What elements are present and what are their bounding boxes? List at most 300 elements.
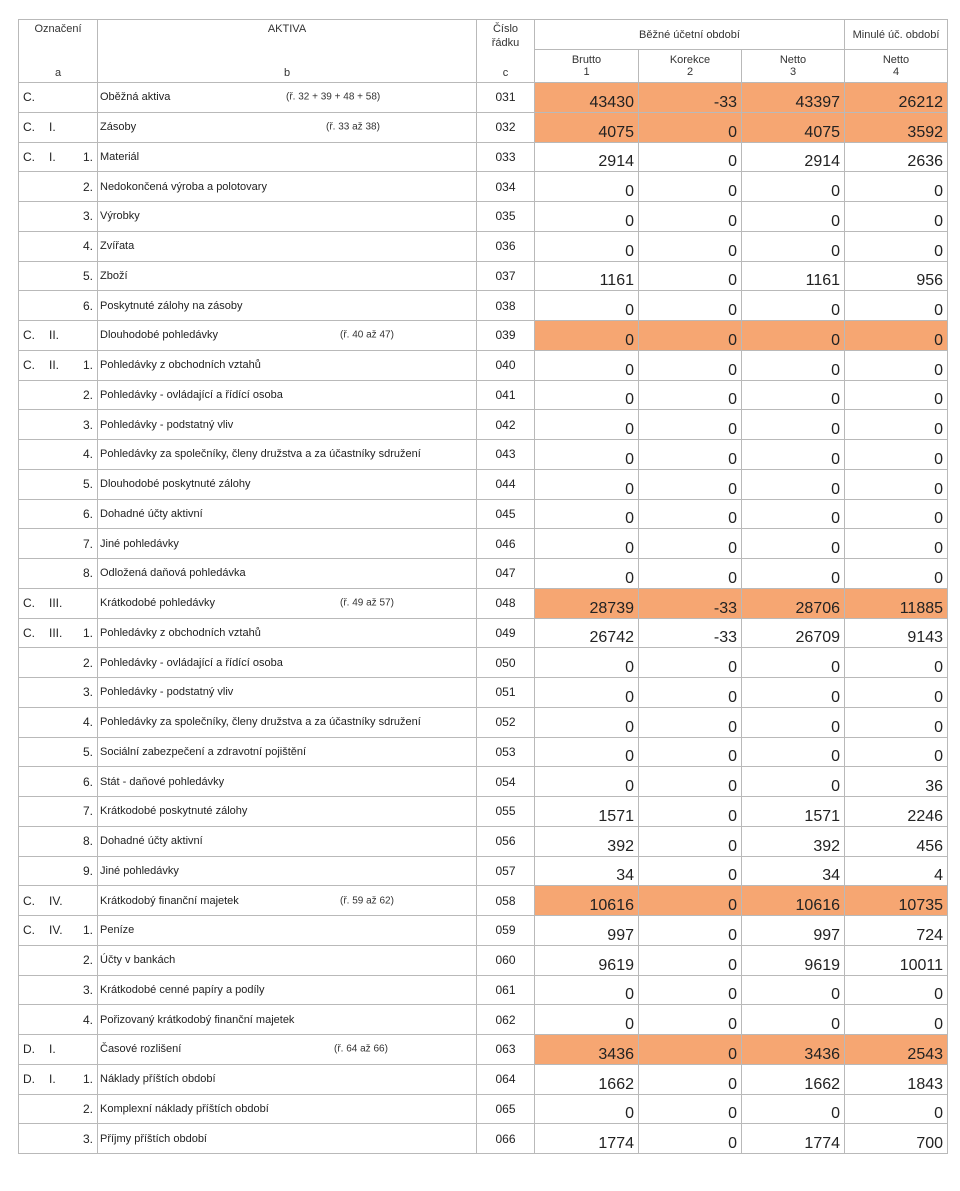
designation-item-number: 4. (82, 447, 93, 462)
header-aktiva-sub: b (283, 67, 291, 79)
row-designation (19, 975, 98, 1005)
row-line-number: 042 (477, 410, 535, 440)
value-brutto: 0 (535, 410, 639, 440)
value-korekce: 0 (639, 1124, 742, 1154)
header-row-top (19, 20, 948, 50)
row-label: Peníze (100, 924, 135, 937)
row-label-cell (98, 588, 477, 618)
header-col-korekce (639, 50, 742, 83)
value-netto-previous: 0 (845, 975, 948, 1005)
value-brutto: 34 (535, 856, 639, 886)
designation-letter: D. (23, 1072, 35, 1087)
value-korekce: 0 (639, 291, 742, 321)
header-radku-label: řádku (491, 37, 520, 49)
row-designation (19, 767, 98, 797)
row-label-cell (98, 350, 477, 380)
row-line-number: 041 (477, 380, 535, 410)
row-label-cell (98, 1005, 477, 1035)
row-line-number: 033 (477, 142, 535, 172)
table-row (19, 469, 948, 499)
value-brutto: 0 (535, 321, 639, 351)
value-korekce: 0 (639, 945, 742, 975)
balance-sheet-table (18, 19, 948, 1154)
value-netto-previous: 10735 (845, 886, 948, 916)
value-brutto: 0 (535, 202, 639, 232)
value-netto: 0 (742, 648, 845, 678)
value-korekce: -33 (639, 83, 742, 113)
row-label-cell (98, 737, 477, 767)
row-label: Pohledávky - podstatný vliv (100, 418, 234, 431)
table-row (19, 588, 948, 618)
header-bezne-obdobi: Běžné účetní období (535, 20, 845, 50)
value-netto: 1161 (742, 261, 845, 291)
value-netto-previous: 0 (845, 559, 948, 589)
value-netto: 0 (742, 529, 845, 559)
value-brutto: 0 (535, 1005, 639, 1035)
row-line-number: 055 (477, 797, 535, 827)
value-netto-previous: 956 (845, 261, 948, 291)
row-label-cell (98, 291, 477, 321)
value-korekce: 0 (639, 797, 742, 827)
row-line-number: 051 (477, 678, 535, 708)
value-korekce: 0 (639, 231, 742, 261)
row-label: Pohledávky za společníky, členy družstva a za účastníky sdružení (100, 716, 421, 729)
row-label-cell (98, 529, 477, 559)
row-label-cell (98, 618, 477, 648)
row-label-cell (98, 469, 477, 499)
header-aktiva-label: AKTIVA (267, 23, 307, 35)
table-row (19, 380, 948, 410)
designation-item-number: 4. (82, 239, 93, 254)
row-line-number: 040 (477, 350, 535, 380)
row-designation (19, 112, 98, 142)
table-row (19, 975, 948, 1005)
header-cislo-label: Číslo (492, 23, 519, 35)
value-netto-previous: 0 (845, 529, 948, 559)
designation-roman: I. (49, 1042, 56, 1057)
value-korekce: -33 (639, 618, 742, 648)
row-label-cell (98, 112, 477, 142)
row-label: Pohledávky z obchodních vztahů (100, 359, 261, 372)
value-netto: 0 (742, 231, 845, 261)
header-cislo-radku (477, 20, 535, 83)
row-line-number: 053 (477, 737, 535, 767)
row-label: Zvířata (100, 240, 135, 253)
value-netto-previous: 1843 (845, 1064, 948, 1094)
value-netto: 0 (742, 469, 845, 499)
row-line-number: 044 (477, 469, 535, 499)
header-col-number: 3 (789, 66, 797, 79)
table-row (19, 1005, 948, 1035)
designation-item-number: 1. (82, 625, 93, 640)
table-row (19, 142, 948, 172)
row-designation (19, 856, 98, 886)
value-netto-previous: 0 (845, 202, 948, 232)
row-label-cell (98, 1035, 477, 1065)
value-netto: 28706 (742, 588, 845, 618)
row-label: Výrobky (100, 210, 140, 223)
value-korekce: 0 (639, 559, 742, 589)
value-korekce: 0 (639, 529, 742, 559)
table-row (19, 291, 948, 321)
table-row (19, 559, 948, 589)
row-label-cell (98, 1124, 477, 1154)
value-brutto: 1774 (535, 1124, 639, 1154)
row-label-cell (98, 975, 477, 1005)
value-netto: 997 (742, 916, 845, 946)
value-netto: 1662 (742, 1064, 845, 1094)
row-line-number: 061 (477, 975, 535, 1005)
value-netto: 2914 (742, 142, 845, 172)
row-label-cell (98, 83, 477, 113)
designation-item-number: 5. (82, 477, 93, 492)
row-label: Pohledávky z obchodních vztahů (100, 626, 261, 639)
value-netto: 26709 (742, 618, 845, 648)
value-netto-previous: 9143 (845, 618, 948, 648)
row-label: Krátkodobý finanční majetek (100, 894, 239, 907)
value-korekce: 0 (639, 975, 742, 1005)
value-netto-previous: 0 (845, 1094, 948, 1124)
value-netto-previous: 0 (845, 380, 948, 410)
designation-letter: C. (23, 893, 35, 908)
value-netto-previous: 0 (845, 410, 948, 440)
row-line-number: 066 (477, 1124, 535, 1154)
table-row (19, 231, 948, 261)
value-korekce: 0 (639, 1064, 742, 1094)
value-netto-previous: 11885 (845, 588, 948, 618)
value-korekce: 0 (639, 767, 742, 797)
row-designation (19, 83, 98, 113)
row-label-cell (98, 1064, 477, 1094)
value-netto-previous: 700 (845, 1124, 948, 1154)
header-oznaceni (19, 20, 98, 83)
row-label: Pořizovaný krátkodobý finanční majetek (100, 1013, 295, 1026)
header-col-number: 2 (686, 66, 694, 79)
designation-item-number: 2. (82, 179, 93, 194)
value-korekce: 0 (639, 678, 742, 708)
value-netto: 0 (742, 380, 845, 410)
designation-item-number: 3. (82, 685, 93, 700)
value-netto-previous: 4 (845, 856, 948, 886)
row-formula: (ř. 49 až 57) (340, 597, 394, 609)
value-brutto: 0 (535, 231, 639, 261)
value-brutto: 0 (535, 678, 639, 708)
row-label: Zásoby (100, 121, 137, 134)
value-korekce: 0 (639, 321, 742, 351)
table-row (19, 648, 948, 678)
row-line-number: 062 (477, 1005, 535, 1035)
row-line-number: 048 (477, 588, 535, 618)
value-netto: 0 (742, 975, 845, 1005)
value-netto: 0 (742, 410, 845, 440)
value-korekce: 0 (639, 112, 742, 142)
row-line-number: 050 (477, 648, 535, 678)
table-row (19, 916, 948, 946)
row-line-number: 064 (477, 1064, 535, 1094)
row-designation (19, 797, 98, 827)
row-designation (19, 142, 98, 172)
value-brutto: 0 (535, 648, 639, 678)
designation-item-number: 8. (82, 834, 93, 849)
designation-roman: I. (49, 1072, 56, 1087)
row-line-number: 036 (477, 231, 535, 261)
value-netto-previous: 0 (845, 291, 948, 321)
table-row (19, 202, 948, 232)
row-line-number: 049 (477, 618, 535, 648)
designation-item-number: 2. (82, 953, 93, 968)
row-label-cell (98, 559, 477, 589)
value-korekce: 0 (639, 261, 742, 291)
value-netto: 10616 (742, 886, 845, 916)
table-row (19, 1124, 948, 1154)
row-designation (19, 529, 98, 559)
header-oznaceni-sub: a (54, 67, 62, 79)
row-designation (19, 588, 98, 618)
row-label: Poskytnuté zálohy na zásoby (100, 299, 243, 312)
row-designation (19, 1124, 98, 1154)
value-netto-previous: 0 (845, 648, 948, 678)
value-korekce: 0 (639, 916, 742, 946)
table-row (19, 886, 948, 916)
value-korekce: 0 (639, 350, 742, 380)
value-korekce: 0 (639, 737, 742, 767)
row-label: Nedokončená výroba a polotovary (100, 180, 267, 193)
designation-item-number: 5. (82, 268, 93, 283)
designation-letter: C. (23, 625, 35, 640)
row-formula: (ř. 59 až 62) (340, 895, 394, 907)
value-brutto: 28739 (535, 588, 639, 618)
row-label-cell (98, 231, 477, 261)
table-row (19, 826, 948, 856)
row-designation (19, 261, 98, 291)
row-label: Pohledávky - ovládající a řídící osoba (100, 388, 283, 401)
value-netto: 43397 (742, 83, 845, 113)
header-aktiva (98, 20, 477, 83)
row-label-cell (98, 142, 477, 172)
row-label-cell (98, 826, 477, 856)
row-label-cell (98, 440, 477, 470)
table-row (19, 1094, 948, 1124)
row-label: Komplexní náklady příštích období (100, 1102, 269, 1115)
designation-letter: D. (23, 1042, 35, 1057)
row-label-cell (98, 499, 477, 529)
row-label: Zboží (100, 269, 128, 282)
designation-item-number: 6. (82, 506, 93, 521)
value-netto-previous: 36 (845, 767, 948, 797)
value-netto: 0 (742, 767, 845, 797)
value-netto-previous: 2246 (845, 797, 948, 827)
value-netto: 0 (742, 499, 845, 529)
row-label: Dohadné účty aktivní (100, 835, 203, 848)
value-korekce: 0 (639, 440, 742, 470)
value-netto-previous: 0 (845, 172, 948, 202)
table-row (19, 707, 948, 737)
row-line-number: 043 (477, 440, 535, 470)
row-label: Účty v bankách (100, 954, 176, 967)
header-col-label: Brutto (571, 54, 602, 67)
row-label: Materiál (100, 150, 140, 163)
value-brutto: 0 (535, 380, 639, 410)
row-label: Dlouhodobé poskytnuté zálohy (100, 478, 251, 491)
designation-item-number: 2. (82, 387, 93, 402)
designation-roman: IV. (49, 923, 63, 938)
designation-roman: III. (49, 625, 63, 640)
value-brutto: 392 (535, 826, 639, 856)
value-korekce: -33 (639, 588, 742, 618)
designation-letter: C. (23, 923, 35, 938)
table-row (19, 856, 948, 886)
row-label-cell (98, 797, 477, 827)
value-brutto: 4075 (535, 112, 639, 142)
row-label-cell (98, 410, 477, 440)
designation-item-number: 1. (82, 1072, 93, 1087)
designation-item-number: 8. (82, 566, 93, 581)
row-designation (19, 618, 98, 648)
row-designation (19, 916, 98, 946)
table-row (19, 797, 948, 827)
row-label-cell (98, 916, 477, 946)
row-label: Oběžná aktiva (100, 91, 171, 104)
value-korekce: 0 (639, 410, 742, 440)
table-row (19, 737, 948, 767)
value-brutto: 0 (535, 559, 639, 589)
value-netto: 0 (742, 707, 845, 737)
designation-item-number: 5. (82, 744, 93, 759)
value-netto: 0 (742, 737, 845, 767)
value-korekce: 0 (639, 1035, 742, 1065)
header-col-number: 1 (583, 66, 590, 79)
designation-item-number: 1. (82, 923, 93, 938)
designation-item-number: 7. (82, 536, 93, 551)
row-label: Krátkodobé poskytnuté zálohy (100, 805, 248, 818)
designation-item-number: 3. (82, 417, 93, 432)
row-label: Pohledávky za společníky, členy družstva a za účastníky sdružení (100, 448, 421, 461)
row-line-number: 032 (477, 112, 535, 142)
row-designation (19, 1094, 98, 1124)
row-designation (19, 499, 98, 529)
row-formula: (ř. 33 až 38) (326, 121, 380, 133)
table-row (19, 321, 948, 351)
row-label: Dohadné účty aktivní (100, 507, 203, 520)
row-line-number: 059 (477, 916, 535, 946)
row-line-number: 037 (477, 261, 535, 291)
row-label: Krátkodobé pohledávky (100, 597, 215, 610)
designation-roman: IV. (49, 893, 63, 908)
row-label: Krátkodobé cenné papíry a podíly (100, 983, 265, 996)
row-line-number: 065 (477, 1094, 535, 1124)
value-brutto: 1662 (535, 1064, 639, 1094)
value-netto-previous: 0 (845, 678, 948, 708)
value-brutto: 0 (535, 1094, 639, 1124)
row-line-number: 057 (477, 856, 535, 886)
value-netto-previous: 0 (845, 350, 948, 380)
designation-roman: I. (49, 149, 56, 164)
row-label-cell (98, 172, 477, 202)
row-label-cell (98, 945, 477, 975)
value-brutto: 26742 (535, 618, 639, 648)
designation-item-number: 3. (82, 209, 93, 224)
value-netto: 0 (742, 172, 845, 202)
designation-item-number: 2. (82, 655, 93, 670)
row-label-cell (98, 321, 477, 351)
value-netto: 9619 (742, 945, 845, 975)
value-netto: 0 (742, 350, 845, 380)
header-col-netto-prev (845, 50, 948, 83)
table-row (19, 1064, 948, 1094)
row-label-cell (98, 380, 477, 410)
row-line-number: 035 (477, 202, 535, 232)
designation-item-number: 2. (82, 1101, 93, 1116)
value-korekce: 0 (639, 707, 742, 737)
value-brutto: 0 (535, 707, 639, 737)
designation-letter: C. (23, 596, 35, 611)
value-brutto: 0 (535, 499, 639, 529)
value-netto-previous: 26212 (845, 83, 948, 113)
table-row (19, 83, 948, 113)
header-minule-obdobi: Minulé úč. období (845, 20, 948, 50)
value-korekce: 0 (639, 1094, 742, 1124)
row-designation (19, 1005, 98, 1035)
row-label-cell (98, 648, 477, 678)
header-col-brutto (535, 50, 639, 83)
row-designation (19, 678, 98, 708)
row-label: Pohledávky - podstatný vliv (100, 686, 234, 699)
table-row (19, 767, 948, 797)
value-netto-previous: 0 (845, 469, 948, 499)
value-brutto: 3436 (535, 1035, 639, 1065)
header-col-number: 4 (892, 66, 900, 79)
value-korekce: 0 (639, 826, 742, 856)
row-label: Sociální zabezpečení a zdravotní pojištění (100, 745, 307, 758)
row-designation (19, 380, 98, 410)
row-designation (19, 469, 98, 499)
row-label: Pohledávky - ovládající a řídící osoba (100, 656, 283, 669)
table-row (19, 440, 948, 470)
row-designation (19, 648, 98, 678)
header-cislo-sub: c (502, 67, 509, 79)
value-brutto: 1571 (535, 797, 639, 827)
value-brutto: 1161 (535, 261, 639, 291)
designation-letter: C. (23, 358, 35, 373)
value-brutto: 2914 (535, 142, 639, 172)
value-brutto: 43430 (535, 83, 639, 113)
value-netto-previous: 2636 (845, 142, 948, 172)
row-designation (19, 231, 98, 261)
value-netto: 0 (742, 678, 845, 708)
row-line-number: 046 (477, 529, 535, 559)
row-label-cell (98, 1094, 477, 1124)
value-korekce: 0 (639, 499, 742, 529)
row-label: Jiné pohledávky (100, 864, 179, 877)
row-line-number: 038 (477, 291, 535, 321)
row-line-number: 034 (477, 172, 535, 202)
value-korekce: 0 (639, 856, 742, 886)
value-korekce: 0 (639, 469, 742, 499)
value-korekce: 0 (639, 886, 742, 916)
value-netto: 0 (742, 202, 845, 232)
table-row (19, 350, 948, 380)
table-row (19, 618, 948, 648)
row-line-number: 058 (477, 886, 535, 916)
value-brutto: 0 (535, 291, 639, 321)
value-netto-previous: 0 (845, 231, 948, 261)
row-designation (19, 737, 98, 767)
row-label-cell (98, 707, 477, 737)
value-korekce: 0 (639, 172, 742, 202)
value-netto-previous: 0 (845, 707, 948, 737)
header-col-netto (742, 50, 845, 83)
header-col-label: Netto (882, 54, 910, 67)
